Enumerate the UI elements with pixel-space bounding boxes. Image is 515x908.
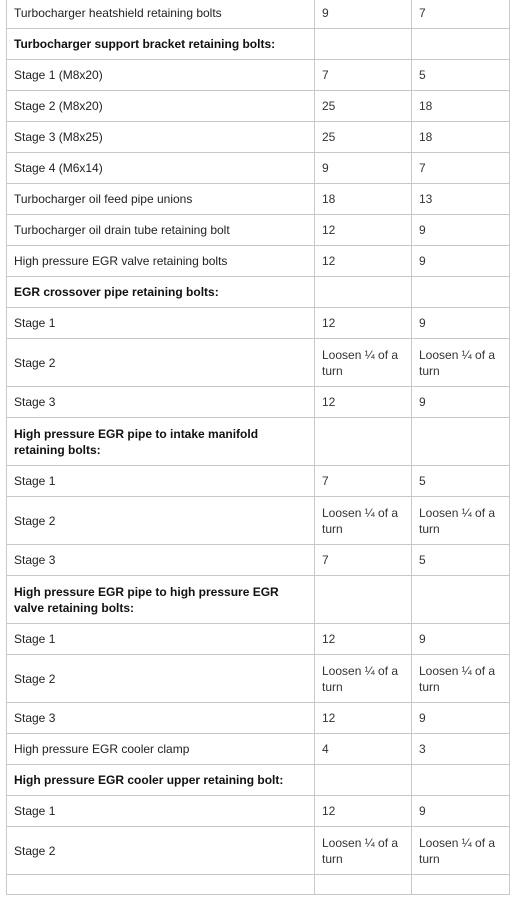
lbft-value-cell: 18	[412, 122, 510, 153]
component-cell: Stage 1 (M8x20)	[7, 60, 315, 91]
lbft-value-cell	[412, 875, 510, 895]
lbft-value-cell	[412, 418, 510, 466]
table-row	[7, 246, 510, 277]
component-cell: Turbocharger support bracket retaining bolts:	[7, 29, 315, 60]
nm-value-cell: 12	[315, 703, 412, 734]
component-cell: Stage 1	[7, 796, 315, 827]
section-header-row	[7, 765, 510, 796]
lbft-value-cell: 5	[412, 60, 510, 91]
component-cell: Stage 3	[7, 703, 315, 734]
table-row	[7, 387, 510, 418]
nm-value-cell: 4	[315, 734, 412, 765]
component-cell: Turbocharger oil feed pipe unions	[7, 184, 315, 215]
nm-value-cell: Loosen ¼ of a turn	[315, 827, 412, 875]
lbft-value-cell: 9	[412, 796, 510, 827]
nm-value-cell: 7	[315, 466, 412, 497]
nm-value-cell	[315, 576, 412, 624]
lbft-value-cell: 9	[412, 308, 510, 339]
component-cell: High pressure EGR cooler clamp	[7, 734, 315, 765]
nm-value-cell: 25	[315, 91, 412, 122]
lbft-value-cell: Loosen ¼ of a turn	[412, 339, 510, 387]
lbft-value-cell: 13	[412, 184, 510, 215]
nm-value-cell: 7	[315, 545, 412, 576]
lbft-value-cell: Loosen ¼ of a turn	[412, 497, 510, 545]
component-cell: High pressure EGR cooler upper retaining bolt:	[7, 765, 315, 796]
nm-value-cell: Loosen ¼ of a turn	[315, 339, 412, 387]
table-row	[7, 91, 510, 122]
nm-value-cell: 25	[315, 122, 412, 153]
table-row	[7, 184, 510, 215]
table-row	[7, 734, 510, 765]
component-cell: EGR crossover pipe retaining bolts:	[7, 277, 315, 308]
lbft-value-cell: 18	[412, 91, 510, 122]
table-row	[7, 655, 510, 703]
component-cell: Stage 1	[7, 466, 315, 497]
nm-value-cell	[315, 875, 412, 895]
torque-specifications-table-wrapper	[6, 0, 509, 895]
component-cell: Stage 2	[7, 497, 315, 545]
lbft-value-cell: 9	[412, 246, 510, 277]
component-cell: High pressure EGR pipe to high pressure EGR valve retaining bolts:	[7, 576, 315, 624]
table-row	[7, 215, 510, 246]
component-cell: Stage 4 (M6x14)	[7, 153, 315, 184]
nm-value-cell: 12	[315, 215, 412, 246]
nm-value-cell: 7	[315, 60, 412, 91]
component-cell: Turbocharger oil drain tube retaining bolt	[7, 215, 315, 246]
table-row	[7, 796, 510, 827]
table-row	[7, 308, 510, 339]
component-cell: Stage 3 (M8x25)	[7, 122, 315, 153]
nm-value-cell: 12	[315, 387, 412, 418]
section-header-row	[7, 418, 510, 466]
component-cell: High pressure EGR pipe to intake manifold retaining bolts:	[7, 418, 315, 466]
lbft-value-cell: 9	[412, 387, 510, 418]
table-row	[7, 827, 510, 875]
lbft-value-cell: Loosen ¼ of a turn	[412, 655, 510, 703]
table-row	[7, 153, 510, 184]
component-cell: Stage 2	[7, 339, 315, 387]
torque-specifications-table	[6, 0, 510, 895]
lbft-value-cell: 5	[412, 545, 510, 576]
table-row	[7, 60, 510, 91]
lbft-value-cell: 5	[412, 466, 510, 497]
component-cell: Stage 2 (M8x20)	[7, 91, 315, 122]
lbft-value-cell: 9	[412, 624, 510, 655]
lbft-value-cell: 9	[412, 703, 510, 734]
table-row	[7, 703, 510, 734]
lbft-value-cell	[412, 29, 510, 60]
nm-value-cell	[315, 277, 412, 308]
table-body	[7, 0, 510, 895]
section-header-row	[7, 29, 510, 60]
component-cell: Stage 1	[7, 308, 315, 339]
lbft-value-cell	[412, 576, 510, 624]
nm-value-cell: 12	[315, 246, 412, 277]
nm-value-cell	[315, 29, 412, 60]
lbft-value-cell: 3	[412, 734, 510, 765]
nm-value-cell: 12	[315, 308, 412, 339]
nm-value-cell: 18	[315, 184, 412, 215]
nm-value-cell: 9	[315, 153, 412, 184]
nm-value-cell	[315, 765, 412, 796]
table-row	[7, 624, 510, 655]
component-cell: Stage 3	[7, 387, 315, 418]
table-row	[7, 497, 510, 545]
component-cell: Turbocharger heatshield retaining bolts	[7, 0, 315, 29]
table-row	[7, 875, 510, 895]
nm-value-cell: 12	[315, 796, 412, 827]
nm-value-cell	[315, 418, 412, 466]
table-row	[7, 339, 510, 387]
component-cell: Stage 3	[7, 545, 315, 576]
component-cell	[7, 875, 315, 895]
nm-value-cell: Loosen ¼ of a turn	[315, 497, 412, 545]
nm-value-cell: Loosen ¼ of a turn	[315, 655, 412, 703]
section-header-row	[7, 576, 510, 624]
section-header-row	[7, 277, 510, 308]
lbft-value-cell: 7	[412, 153, 510, 184]
lbft-value-cell	[412, 277, 510, 308]
component-cell: Stage 2	[7, 827, 315, 875]
table-row	[7, 0, 510, 29]
nm-value-cell: 12	[315, 624, 412, 655]
lbft-value-cell	[412, 765, 510, 796]
lbft-value-cell: 9	[412, 215, 510, 246]
table-row	[7, 545, 510, 576]
nm-value-cell: 9	[315, 0, 412, 29]
lbft-value-cell: Loosen ¼ of a turn	[412, 827, 510, 875]
table-row	[7, 466, 510, 497]
component-cell: Stage 2	[7, 655, 315, 703]
lbft-value-cell: 7	[412, 0, 510, 29]
component-cell: High pressure EGR valve retaining bolts	[7, 246, 315, 277]
table-row	[7, 122, 510, 153]
component-cell: Stage 1	[7, 624, 315, 655]
